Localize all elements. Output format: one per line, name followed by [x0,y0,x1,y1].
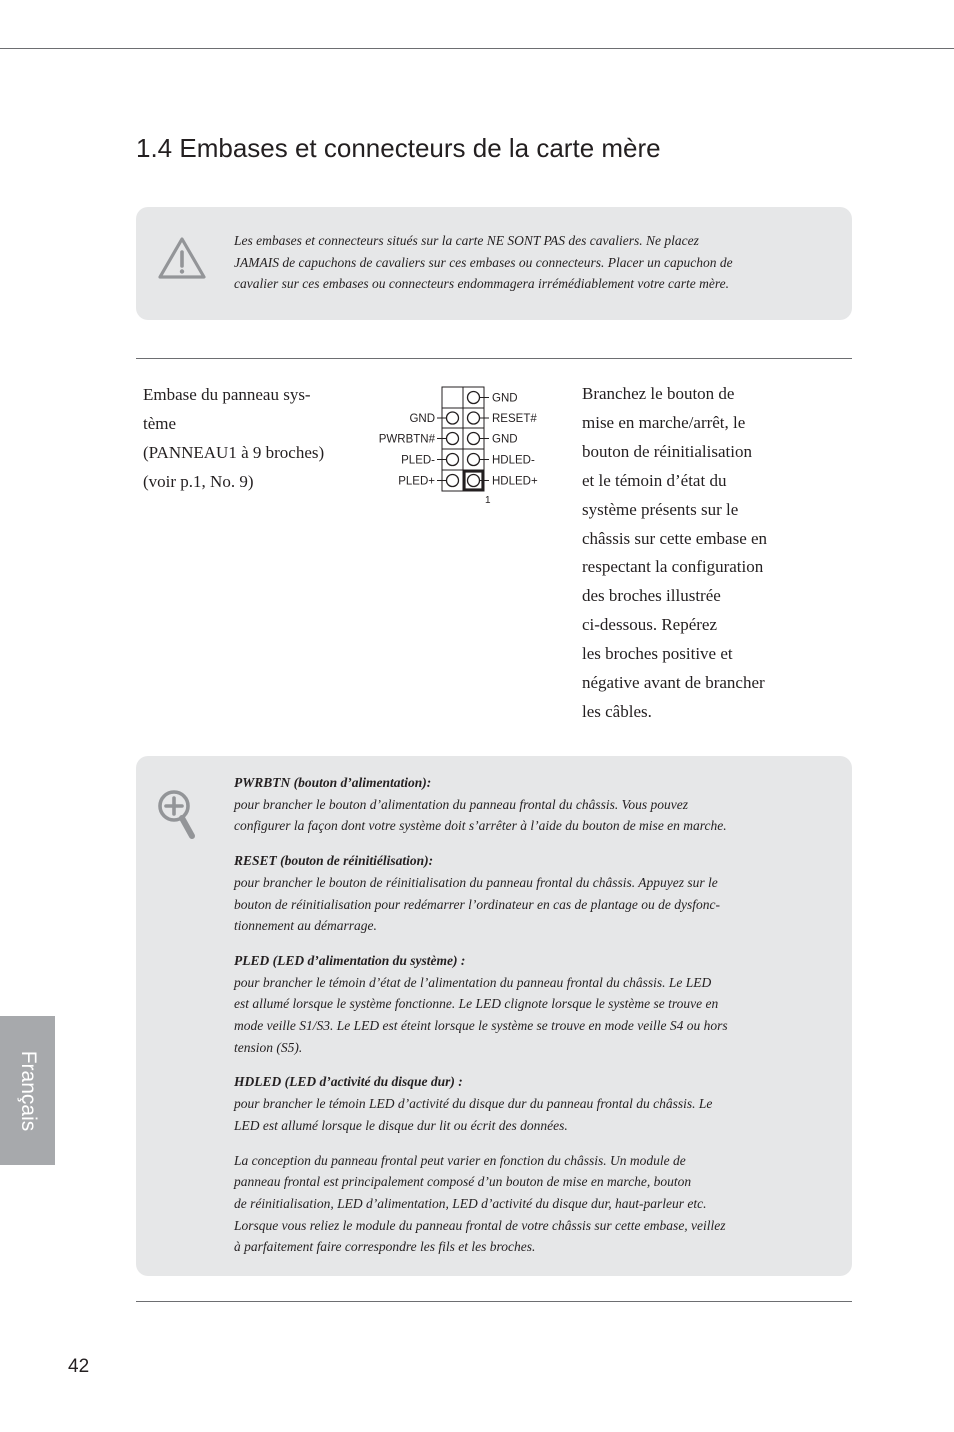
note-section-pwrbtn [234,772,794,837]
pin-one-label: 1 [485,495,491,506]
pin [468,475,480,487]
caution-line: JAMAIS de capuchons de cavaliers sur ces embases ou connecteurs. Placer un capuchon de [234,254,733,270]
note-heading: PWRBTN (bouton d’alimentation): [234,775,432,790]
header-info-line: (voir p.1, No. 9) [143,472,254,491]
pin [468,433,480,445]
pin-label-hdled-minus: HDLED- [492,454,535,467]
pin-diagram [365,382,565,512]
magnifier-plus-icon [156,788,200,842]
note-heading: HDLED (LED d’activité du disque dur) : [234,1074,463,1090]
warning-triangle-icon [156,235,208,281]
pin-label-hdled-plus: HDLED+ [492,475,538,488]
pin-label-reset: RESET# [492,413,537,425]
description-line: des broches illustrée [582,586,721,606]
description-line: bouton de réinitialisation [582,441,752,461]
description-line: et le témoin d’état du [582,470,727,490]
description-line: Branchez le bouton de [582,384,735,403]
description-line: négative avant de brancher [582,673,765,693]
top-rule [0,48,954,49]
caution-line: cavalier sur ces embases ou connecteurs endommagera irrémédiablement votre carte mère. [234,276,729,291]
note-line: pour brancher le bouton d’alimentation du panneau frontal du châssis. Vous pouvez [234,796,688,812]
section-divider [136,358,852,359]
header-info [143,380,363,496]
note-line: bouton de réinitialisation pour redémarrer l’ordinateur en cas de plantage ou de dysfonc- [234,896,720,912]
note-line: panneau frontal est principalement composé d’un bouton de mise en marche, bouton [234,1174,692,1190]
caution-text [234,230,804,295]
bottom-divider [136,1301,852,1302]
pin [447,475,459,487]
description-line: les câbles. [582,701,652,721]
note-section-general [234,1150,794,1259]
note-heading: PLED (LED d’alimentation du système) : [234,952,466,968]
note-line: tension (S5). [234,1039,303,1055]
note-line: pour brancher le témoin LED d’activité du disque dur du panneau frontal du châssis. Le [234,1096,713,1112]
note-heading: RESET (bouton de réinitiélisation): [234,853,434,869]
header-info-line: tème [143,414,177,433]
language-tab-label: Français [16,1050,40,1131]
note-line: pour brancher le bouton de réinitialisation du panneau frontal du châssis. Appuyez sur le [234,874,718,890]
caution-line: Les embases et connecteurs situés sur la carte NE SONT PAS des cavaliers. Ne placez [234,233,699,248]
header-info-line: Embase du panneau sys- [143,385,311,404]
pin [447,412,459,424]
pin [447,454,459,466]
note-section-pled [234,950,794,1059]
pin-label-gnd-left: GND [409,413,435,425]
note-line: pour brancher le témoin d’état de l’alimentation du panneau frontal du châssis. Le LED [234,974,712,990]
pin [468,412,480,424]
description-line: les broches positive et [582,644,733,664]
pin-label-pwrbtn: PWRBTN# [378,433,435,446]
note-section-reset [234,850,794,937]
header-info-line: (PANNEAU1 à 9 broches) [143,443,325,462]
note-line: tionnement au démarrage. [234,918,377,934]
note-line: est allumé lorsque le système fonctionne. Le LED clignote lorsque le système se trouve en [234,996,719,1012]
pin-label-gnd-right: GND [492,433,518,446]
note-line: de réinitialisation, LED d’alimentation, LED d’activité du disque dur, haut-parleur etc. [234,1195,707,1211]
description-line: système présents sur le [582,499,739,519]
note-line: configurer la façon dont votre système doit s’arrêter à l’aide du bouton de mise en marche. [234,818,727,834]
pin-label-pled-minus: PLED- [401,454,435,467]
pin [468,392,480,404]
connection-description [582,380,802,727]
pin-label-pled-plus: PLED+ [398,475,435,488]
description-line: respectant la configuration [582,557,764,577]
note-line: à parfaitement faire correspondre les fils et les broches. [234,1239,536,1255]
caution-box [136,207,852,320]
description-line: châssis sur cette embase en [582,528,768,548]
note-line: mode veille S1/S3. Le LED est éteint lorsque le système se trouve en mode veille S4 ou hors [234,1018,728,1034]
note-line: LED est allumé lorsque le disque dur lit ou écrit des données. [234,1117,568,1133]
note-line: Lorsque vous reliez le module du panneau frontal de votre châssis sur cette embase, veillez [234,1217,726,1233]
language-tab [0,1016,55,1165]
section-title: 1.4 Embases et connecteurs de la carte mère [136,133,661,163]
description-line: ci-dessous. Repérez [582,615,718,635]
description-line: mise en marche/arrêt, le [582,412,746,432]
note-section-hdled [234,1071,794,1136]
note-line: La conception du panneau frontal peut varier en fonction du châssis. Un module de [234,1152,686,1168]
page-number: 42 [68,1356,90,1377]
note-box [136,756,852,1276]
note-content [234,772,794,1271]
pin-label-gnd-top: GND [492,392,518,405]
pin [447,433,459,445]
pin [468,454,480,466]
